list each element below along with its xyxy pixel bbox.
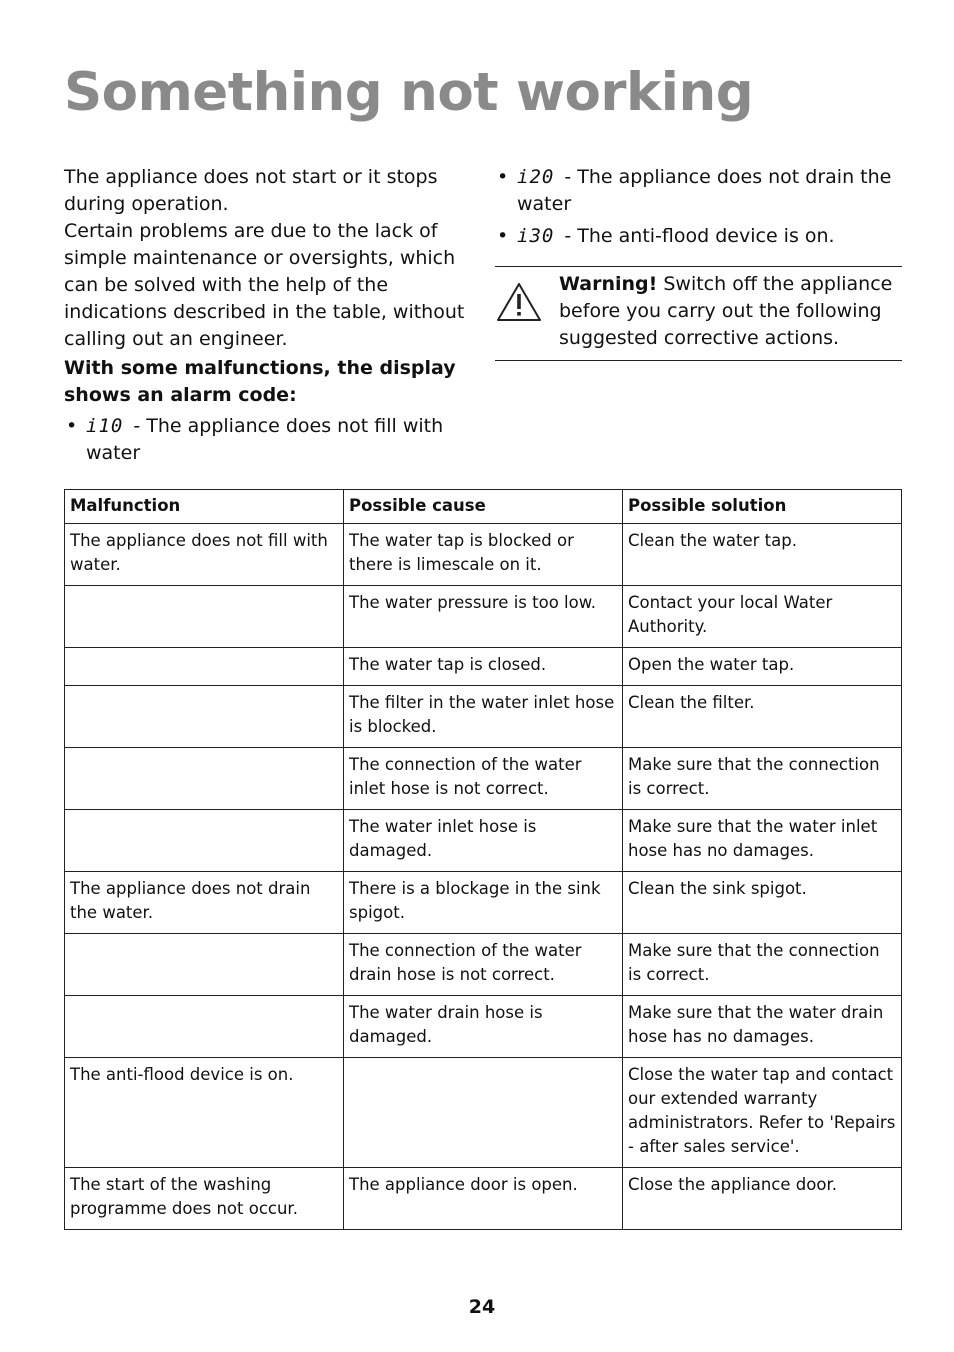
troubleshooting-table bbox=[64, 489, 902, 1230]
alarm-item-i10 bbox=[64, 413, 474, 467]
table-row bbox=[65, 524, 902, 586]
solution-cell: Open the water tap. bbox=[623, 648, 902, 686]
malfunction-cell: The appliance does not drain the water. bbox=[65, 872, 344, 934]
malfunction-cell: The start of the washing programme does not occur. bbox=[65, 1168, 344, 1230]
solution-cell: Clean the water tap. bbox=[623, 524, 902, 586]
solution-cell: Clean the filter. bbox=[623, 686, 902, 748]
intro-paragraph-1: The appliance does not start or it stops during operation. bbox=[64, 166, 438, 215]
malfunction-cell bbox=[65, 586, 344, 648]
warning-triangle-icon bbox=[495, 281, 543, 323]
malfunction-cell bbox=[65, 748, 344, 810]
malfunction-cell: The appliance does not fill with water. bbox=[65, 524, 344, 586]
solution-cell: Contact your local Water Authority. bbox=[623, 586, 902, 648]
malfunction-cell bbox=[65, 934, 344, 996]
intro-column bbox=[64, 164, 474, 473]
malfunction-cell bbox=[65, 810, 344, 872]
header-possible-cause: Possible cause bbox=[344, 490, 623, 524]
warning-text bbox=[559, 271, 902, 352]
alarm-text: - The appliance does not drain the water bbox=[517, 166, 892, 215]
cause-cell: The water pressure is too low. bbox=[344, 586, 623, 648]
alarm-text: - The anti-flood device is on. bbox=[558, 225, 835, 247]
alarm-heading: With some malfunctions, the display shows an alarm code: bbox=[64, 357, 456, 406]
cause-cell: The filter in the water inlet hose is blocked. bbox=[344, 686, 623, 748]
alarm-list-right bbox=[495, 164, 902, 250]
table-row bbox=[65, 648, 902, 686]
warning-box bbox=[495, 266, 902, 361]
cause-cell: The connection of the water drain hose is not correct. bbox=[344, 934, 623, 996]
table-row bbox=[65, 872, 902, 934]
cause-cell: The appliance door is open. bbox=[344, 1168, 623, 1230]
alarm-list-left bbox=[64, 413, 474, 467]
table-header-row bbox=[65, 490, 902, 524]
warning-message: Switch off the appliance before you carry out the following suggested corrective actions. bbox=[559, 273, 893, 349]
alarm-code: i10 bbox=[86, 415, 124, 437]
right-column bbox=[495, 164, 902, 361]
table-row bbox=[65, 748, 902, 810]
cause-cell: The connection of the water inlet hose is not correct. bbox=[344, 748, 623, 810]
cause-cell: The water tap is blocked or there is limescale on it. bbox=[344, 524, 623, 586]
malfunction-cell bbox=[65, 996, 344, 1058]
header-malfunction: Malfunction bbox=[65, 490, 344, 524]
warning-label: Warning! bbox=[559, 273, 658, 295]
solution-cell: Make sure that the connection is correct. bbox=[623, 748, 902, 810]
solution-cell: Clean the sink spigot. bbox=[623, 872, 902, 934]
alarm-code: i20 bbox=[517, 166, 555, 188]
solution-cell: Make sure that the water inlet hose has no damages. bbox=[623, 810, 902, 872]
malfunction-cell bbox=[65, 686, 344, 748]
cause-cell: The water tap is closed. bbox=[344, 648, 623, 686]
table-row bbox=[65, 934, 902, 996]
alarm-code: i30 bbox=[517, 225, 555, 247]
alarm-text: - The appliance does not fill with water bbox=[86, 415, 444, 464]
page-title: Something not working bbox=[64, 62, 754, 123]
malfunction-cell bbox=[65, 648, 344, 686]
alarm-item-i20 bbox=[495, 164, 902, 218]
table-row bbox=[65, 810, 902, 872]
table-row bbox=[65, 586, 902, 648]
table-row bbox=[65, 686, 902, 748]
intro-paragraph-2: Certain problems are due to the lack of simple maintenance or oversights, which can be solved with the help of the indications described in the table, without calling out an engineer. bbox=[64, 220, 465, 350]
cause-cell: The water drain hose is damaged. bbox=[344, 996, 623, 1058]
solution-cell: Make sure that the water drain hose has no damages. bbox=[623, 996, 902, 1058]
table-row bbox=[65, 996, 902, 1058]
table-row bbox=[65, 1168, 902, 1230]
header-possible-solution: Possible solution bbox=[623, 490, 902, 524]
solution-cell: Make sure that the connection is correct. bbox=[623, 934, 902, 996]
solution-cell: Close the water tap and contact our extended warranty administrators. Refer to 'Repairs - after sales service'. bbox=[623, 1058, 902, 1168]
alarm-item-i30 bbox=[495, 223, 902, 250]
cause-cell bbox=[344, 1058, 623, 1168]
cause-cell: There is a blockage in the sink spigot. bbox=[344, 872, 623, 934]
solution-cell: Close the appliance door. bbox=[623, 1168, 902, 1230]
table-row bbox=[65, 1058, 902, 1168]
cause-cell: The water inlet hose is damaged. bbox=[344, 810, 623, 872]
page-number: 24 bbox=[468, 1296, 496, 1318]
malfunction-cell: The anti-flood device is on. bbox=[65, 1058, 344, 1168]
